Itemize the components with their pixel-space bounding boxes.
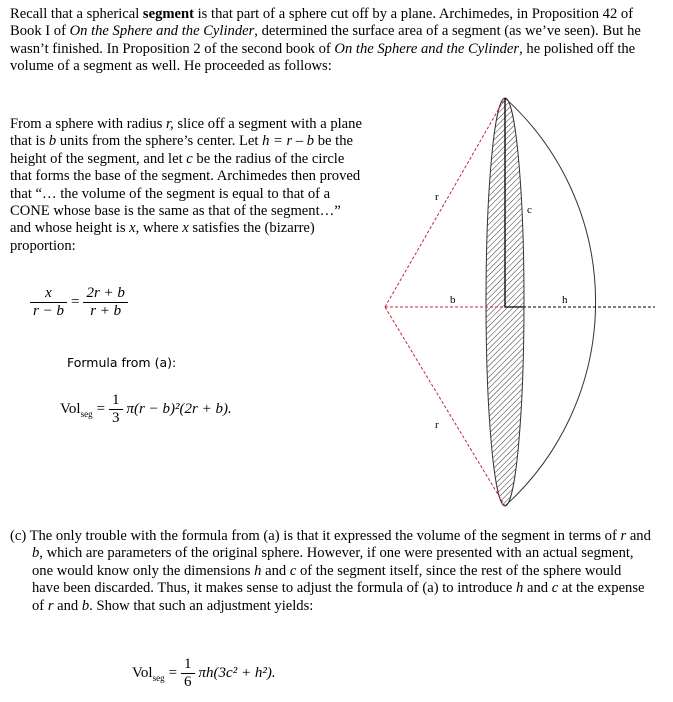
label-r-bottom: r (435, 419, 439, 431)
formula-c-equation: Vol$_{seg}$ = $\frac{1}{6}$ πh(3c² + h²). (132, 656, 276, 690)
proportion-equation: $\frac{x}{r - b}$ = $\frac{2r + b}{r + b}$ (30, 285, 128, 320)
label-h: h (562, 294, 568, 306)
formula-a-label: Formula from (a): (67, 355, 177, 370)
label-r-top: r (435, 191, 439, 203)
intro-paragraph: Recall that a spherical segment is that part of a sphere cut off by a plane. Archimedes, in Proposition 42 of Book I of On the Sphere and the Cylinder, determined the surface area of a segment (as we’ve seen). But he wasn’t finished. In Proposition 2 of the second book of On the Sphere and the Cylinder, he polished off the volume of a segment as well. He proceeded as follows: (10, 6, 641, 75)
part-c-paragraph: (c) The only trouble with the formula from (a) is that it expressed the volume of the segment in terms of r and b, which are parameters of the original sphere. However, if one were presented with an actual segment, one would know only the dimensions h and c of the segment itself, since the rest of the sphere would have been discarded. Thus, it makes sense to adjust the formula of (a) to introduce h and c at the expense of r and b. Show that such an adjustment yields: (10, 528, 651, 614)
setup-paragraph: From a sphere with radius r, slice off a segment with a plane that is b units from the sphere’s center. Let h = r – b be the height of the segment, and let c be the radius of the circle that forms the base of the segment. Archimedes then proved that “… the volume of the segment is equal to that of a CONE whose base is the same as that of the segment…” and whose height is x, where x satisfies the (bizarre) proportion: (10, 116, 362, 254)
label-c: c (527, 204, 532, 216)
label-b: b (450, 294, 456, 306)
formula-a-equation: Vol$_{seg}$ = $\frac{1}{3}$ π(r − b)²(2r + b). (60, 392, 232, 426)
